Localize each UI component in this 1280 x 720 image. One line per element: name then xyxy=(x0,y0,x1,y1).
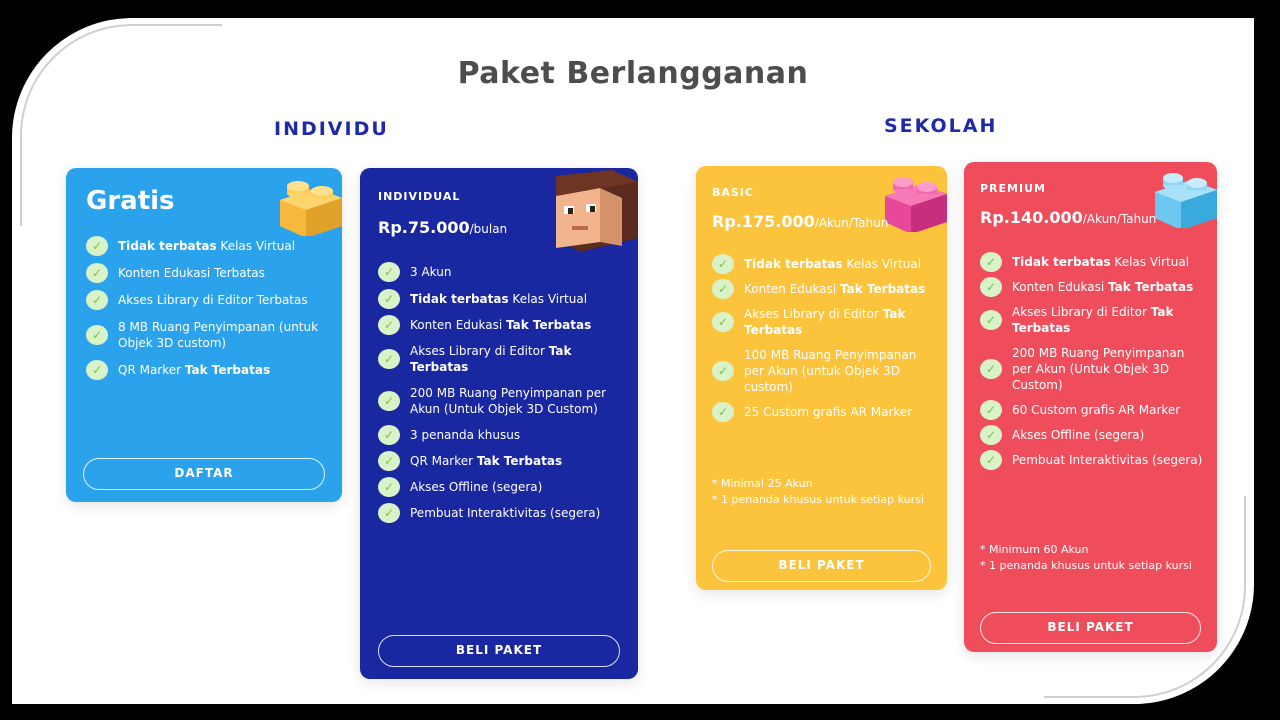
feature-list xyxy=(378,264,628,521)
slide xyxy=(12,18,1254,704)
feature-item: ✓ Konten Edukasi Terbatas xyxy=(86,265,326,281)
check-icon: ✓ xyxy=(378,289,400,309)
check-icon: ✓ xyxy=(86,263,108,283)
plan-price: Rp.175.000/Akun/Tahun xyxy=(712,212,889,231)
check-icon: ✓ xyxy=(86,325,108,345)
check-icon: ✓ xyxy=(378,262,400,282)
feature-item: ✓ 25 Custom grafis AR Marker xyxy=(712,404,938,420)
check-icon: ✓ xyxy=(980,450,1002,470)
check-icon: ✓ xyxy=(378,503,400,523)
beli-paket-button[interactable]: BELI PAKET xyxy=(980,612,1201,644)
plan-price: Rp.75.000/bulan xyxy=(378,218,508,237)
plan-name: INDIVIDUAL xyxy=(378,190,461,203)
check-icon: ✓ xyxy=(86,360,108,380)
blue-brick-icon xyxy=(1151,168,1217,228)
feature-item: ✓ 8 MB Ruang Penyimpanan (untuk Objek 3D custom) xyxy=(86,319,326,351)
check-icon: ✓ xyxy=(712,361,734,381)
check-icon: ✓ xyxy=(980,400,1002,420)
feature-item: ✓ 3 penanda khusus xyxy=(378,427,628,443)
yellow-brick-icon xyxy=(276,176,342,236)
check-icon: ✓ xyxy=(86,236,108,256)
check-icon: ✓ xyxy=(980,359,1002,379)
check-icon: ✓ xyxy=(712,402,734,422)
feature-item: ✓ Akses Offline (segera) xyxy=(980,427,1208,443)
check-icon: ✓ xyxy=(980,277,1002,297)
feature-item: ✓ Tidak terbatas Kelas Virtual xyxy=(86,238,326,254)
check-icon: ✓ xyxy=(378,315,400,335)
note-line: * Minimum 60 Akun xyxy=(980,543,1089,556)
feature-list xyxy=(712,256,938,420)
feature-item: ✓ Tidak terbatas Kelas Virtual xyxy=(712,256,938,272)
check-icon: ✓ xyxy=(980,252,1002,272)
beli-paket-button[interactable]: BELI PAKET xyxy=(712,550,931,582)
feature-item: ✓ QR Marker Tak Terbatas xyxy=(378,453,628,469)
feature-item: ✓ Konten Edukasi Tak Terbatas xyxy=(712,281,938,297)
beli-paket-button[interactable]: BELI PAKET xyxy=(378,635,620,667)
check-icon: ✓ xyxy=(980,310,1002,330)
feature-item: ✓ 200 MB Ruang Penyimpanan per Akun (Untuk Objek 3D Custom) xyxy=(980,345,1208,393)
check-icon: ✓ xyxy=(378,391,400,411)
check-icon: ✓ xyxy=(86,290,108,310)
feature-item: ✓ QR Marker Tak Terbatas xyxy=(86,362,326,378)
feature-item: ✓ Tidak terbatas Kelas Virtual xyxy=(378,291,628,307)
feature-item: ✓ Pembuat Interaktivitas (segera) xyxy=(980,452,1208,468)
daftar-button[interactable]: DAFTAR xyxy=(83,458,325,490)
check-icon: ✓ xyxy=(378,477,400,497)
feature-item: ✓ 3 Akun xyxy=(378,264,628,280)
notes xyxy=(980,542,1204,574)
check-icon: ✓ xyxy=(712,254,734,274)
feature-item: ✓ Pembuat Interaktivitas (segera) xyxy=(378,505,628,521)
feature-item: ✓ Akses Library di Editor Tak Terbatas xyxy=(980,304,1208,336)
check-icon: ✓ xyxy=(712,312,734,332)
feature-item: ✓ Akses Offline (segera) xyxy=(378,479,628,495)
feature-item: ✓ Akses Library di Editor Terbatas xyxy=(86,292,326,308)
plan-name: BASIC xyxy=(712,186,754,199)
feature-item: ✓ Akses Library di Editor Tak Terbatas xyxy=(378,343,628,375)
plan-name: PREMIUM xyxy=(980,182,1046,195)
feature-item: ✓ Tidak terbatas Kelas Virtual xyxy=(980,254,1208,270)
notes xyxy=(712,476,932,508)
feature-item: ✓ 60 Custom grafis AR Marker xyxy=(980,402,1208,418)
plan-card-premium xyxy=(964,162,1217,652)
note-line: * 1 penanda khusus untuk setiap kursi xyxy=(712,493,924,506)
check-icon: ✓ xyxy=(980,425,1002,445)
avatar-character-icon xyxy=(534,168,638,252)
feature-item: ✓ Konten Edukasi Tak Terbatas xyxy=(980,279,1208,295)
section-label-individu: INDIVIDU xyxy=(274,118,389,140)
check-icon: ✓ xyxy=(378,349,400,369)
plan-card-individual xyxy=(360,168,638,679)
feature-item: ✓ 200 MB Ruang Penyimpanan per Akun (Untuk Objek 3D Custom) xyxy=(378,385,628,417)
pink-brick-icon xyxy=(881,172,947,232)
note-line: * Minimal 25 Akun xyxy=(712,477,813,490)
plan-price: Rp.140.000/Akun/Tahun xyxy=(980,208,1157,227)
check-icon: ✓ xyxy=(712,279,734,299)
feature-item: ✓ 100 MB Ruang Penyimpanan per Akun (untuk Objek 3D custom) xyxy=(712,347,938,395)
feature-item: ✓ Konten Edukasi Tak Terbatas xyxy=(378,317,628,333)
section-label-sekolah: SEKOLAH xyxy=(884,115,998,137)
check-icon: ✓ xyxy=(378,425,400,445)
plan-name: Gratis xyxy=(86,186,175,216)
plan-card-basic xyxy=(696,166,947,590)
check-icon: ✓ xyxy=(378,451,400,471)
page-title: Paket Berlangganan xyxy=(457,56,809,91)
plan-card-gratis xyxy=(66,168,342,502)
note-line: * 1 penanda khusus untuk setiap kursi xyxy=(980,559,1192,572)
feature-item: ✓ Akses Library di Editor Tak Terbatas xyxy=(712,306,938,338)
feature-list xyxy=(86,238,326,378)
feature-list xyxy=(980,254,1208,468)
